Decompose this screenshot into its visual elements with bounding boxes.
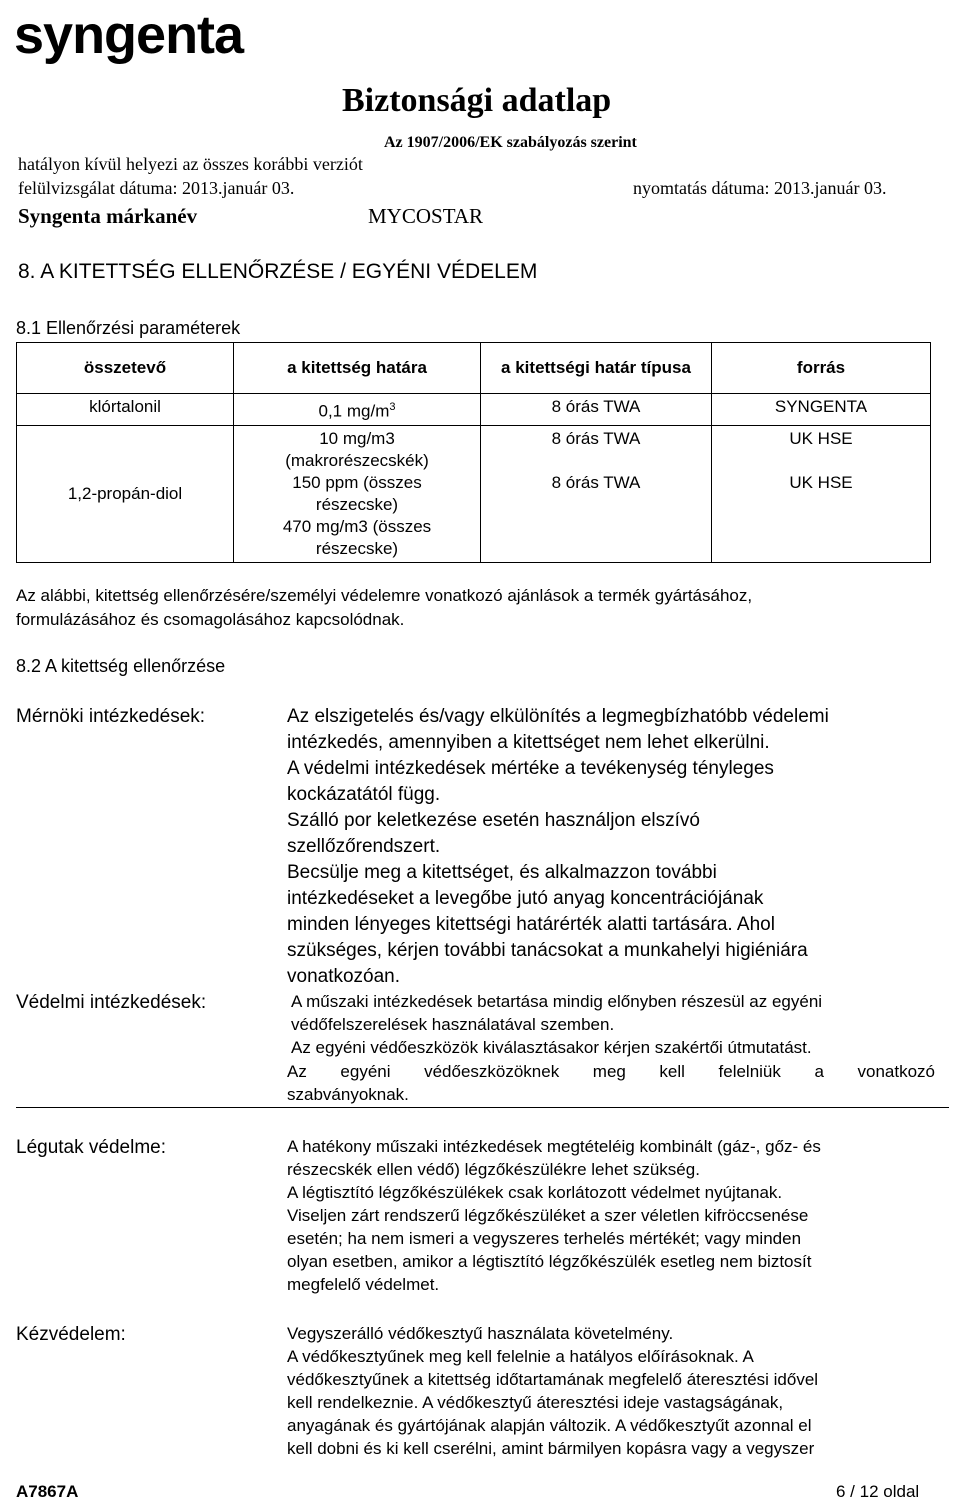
protective-measures-label: Védelmi intézkedések:	[16, 992, 207, 1013]
text-line: anyagának és gyártójának alapján változik. A védőkesztyűt azonnal el	[287, 1416, 812, 1435]
hand-protection-label: Kézvédelem:	[16, 1324, 126, 1345]
text-line: vonatkozóan.	[287, 966, 401, 987]
table-header-row	[17, 343, 931, 394]
subsection-8-2-title: 8.2 A kitettség ellenőrzése	[16, 656, 226, 676]
cell-type: 8 órás TWA	[481, 394, 712, 426]
engineering-measures-label: Mérnöki intézkedések:	[16, 706, 206, 727]
cell-component: klórtalonil	[17, 394, 234, 426]
cell-type	[481, 425, 712, 562]
limit-line: 150 ppm (összes	[292, 472, 422, 492]
text-line: védőfelszerelések használatával szemben.	[291, 1015, 615, 1034]
protective-measures-text	[291, 990, 935, 1059]
limit-value: 0,1 mg/m	[318, 401, 390, 421]
document-code: A7867A	[16, 1482, 79, 1501]
cell-source: SYNGENTA	[712, 394, 931, 426]
type-line: 8 órás TWA	[551, 428, 641, 448]
section-title: 8. A KITETTSÉG ELLENŐRZÉSE / EGYÉNI VÉDELEM	[18, 260, 538, 283]
text-line: Viseljen zárt rendszerű légzőkészüléket a szer véletlen kifröccsenése	[287, 1206, 809, 1225]
header-limit: a kitettség határa	[234, 343, 481, 394]
text-line: A védőkesztyűnek meg kell felelnie a hatályos előírásoknak. A	[287, 1347, 754, 1366]
header-source: forrás	[712, 343, 931, 394]
text-line: A légtisztító légzőkészülékek csak korlátozott védelmet nyújtanak.	[287, 1183, 783, 1202]
page-number: 6 / 12 oldal	[836, 1482, 920, 1501]
recommendation-note	[16, 584, 752, 632]
revision-date: felülvizsgálat dátuma: 2013.január 03.	[18, 178, 295, 198]
control-parameters-table	[16, 342, 931, 563]
type-line: 8 órás TWA	[551, 472, 641, 492]
cell-limit	[234, 394, 481, 426]
text-line: szükséges, kérjen további tanácsokat a munkahelyi higiéniára	[287, 940, 808, 961]
text-line: részecskék ellen védő) légzőkészülékre lehet szükség.	[287, 1160, 700, 1179]
text-line: kell rendelkeznie. A védőkesztyű áteresztési ideje vastagságának,	[287, 1393, 784, 1412]
document-title: Biztonsági adatlap	[342, 82, 612, 119]
text-line: A védelmi intézkedések mértéke a tevékenység tényleges	[287, 758, 774, 779]
text-line: intézkedés, amennyiben a kitettséget nem lehet elkerülni.	[287, 732, 770, 753]
text-line: intézkedéseket a levegőbe jutó anyag koncentrációjának	[287, 888, 764, 909]
cell-component: 1,2-propán-diol	[17, 425, 234, 562]
text-line: Az egyéni védőeszközök kiválasztásakor kérjen szakértői útmutatást.	[291, 1038, 812, 1057]
source-line: UK HSE	[789, 472, 853, 492]
section-divider	[16, 1107, 949, 1108]
print-date: nyomtatás dátuma: 2013.január 03.	[633, 178, 887, 198]
limit-line: (makrorészecskék)	[285, 450, 429, 470]
text-line: esetén; ha nem ismeri a vegyszeres terhelés mértékét; vagy minden	[287, 1229, 802, 1248]
respiratory-protection-label: Légutak védelme:	[16, 1137, 166, 1158]
text-line: Az elszigetelés és/vagy elkülönítés a legmegbízhatóbb védelemi	[287, 706, 829, 727]
product-name: MYCOSTAR	[368, 204, 484, 228]
cell-limit	[234, 425, 481, 562]
text-line: megfelelő védelmet.	[287, 1275, 440, 1294]
text-line: Szálló por keletkezése esetén használjon elszívó	[287, 810, 700, 831]
note-line: formulázásához és csomagolásához kapcsolódnak.	[16, 610, 405, 629]
table-row	[17, 394, 931, 426]
table-row	[17, 425, 931, 562]
cell-source	[712, 425, 931, 562]
header-limit-type: a kitettségi határ típusa	[481, 343, 712, 394]
supersedes-note: hatályon kívül helyezi az összes korábbi verziót	[18, 154, 363, 174]
regulation-reference: Az 1907/2006/EK szabályozás szerint	[384, 134, 637, 151]
limit-line: részecske)	[315, 538, 399, 558]
text-line: Becsülje meg a kitettséget, és alkalmazzon további	[287, 862, 717, 883]
note-line: Az alábbi, kitettség ellenőrzésére/személyi védelemre vonatkozó ajánlások a termék gyártásához,	[16, 586, 753, 605]
engineering-measures-text	[287, 704, 935, 990]
limit-superscript: 3	[389, 401, 396, 413]
text-line: kell dobni és ki kell cserélni, amint bármilyen kopásra vagy a vegyszer	[287, 1439, 815, 1458]
text-line: minden lényeges kitettségi határérték alatti tartására. Ahol	[287, 914, 775, 935]
protective-standards-line-end: szabványoknak.	[287, 1085, 409, 1104]
text-line: védőkesztyűnek a kitettség időtartamának megfelelő áteresztési idővel	[287, 1370, 819, 1389]
text-line: szellőzőrendszert.	[287, 836, 441, 857]
text-line: A hatékony műszaki intézkedések megtételéig kombinált (gáz-, gőz- és	[287, 1137, 821, 1156]
limit-line: 470 mg/m3 (összes	[282, 516, 432, 536]
text-line: olyan esetben, amikor a légtisztító légzőkészülék esetleg nem biztosít	[287, 1252, 812, 1271]
syngenta-logo: syngenta	[14, 5, 244, 65]
header-component: összetevő	[17, 343, 234, 394]
subsection-8-1-title: 8.1 Ellenőrzési paraméterek	[16, 318, 241, 338]
source-line: UK HSE	[789, 428, 853, 448]
respiratory-protection-text	[287, 1135, 935, 1296]
protective-standards-line: Az egyéni védőeszközöknek meg kell felelniük a vonatkozó	[287, 1062, 935, 1081]
text-line: A műszaki intézkedések betartása mindig előnyben részesül az egyéni	[291, 992, 823, 1011]
text-line: kockázatától függ.	[287, 784, 441, 805]
brand-label: Syngenta márkanév	[18, 204, 198, 228]
text-line: Vegyszerálló védőkesztyű használata követelmény.	[287, 1324, 674, 1343]
limit-line: 10 mg/m3	[319, 428, 395, 448]
hand-protection-text	[287, 1322, 935, 1460]
limit-line: részecske)	[315, 494, 399, 514]
